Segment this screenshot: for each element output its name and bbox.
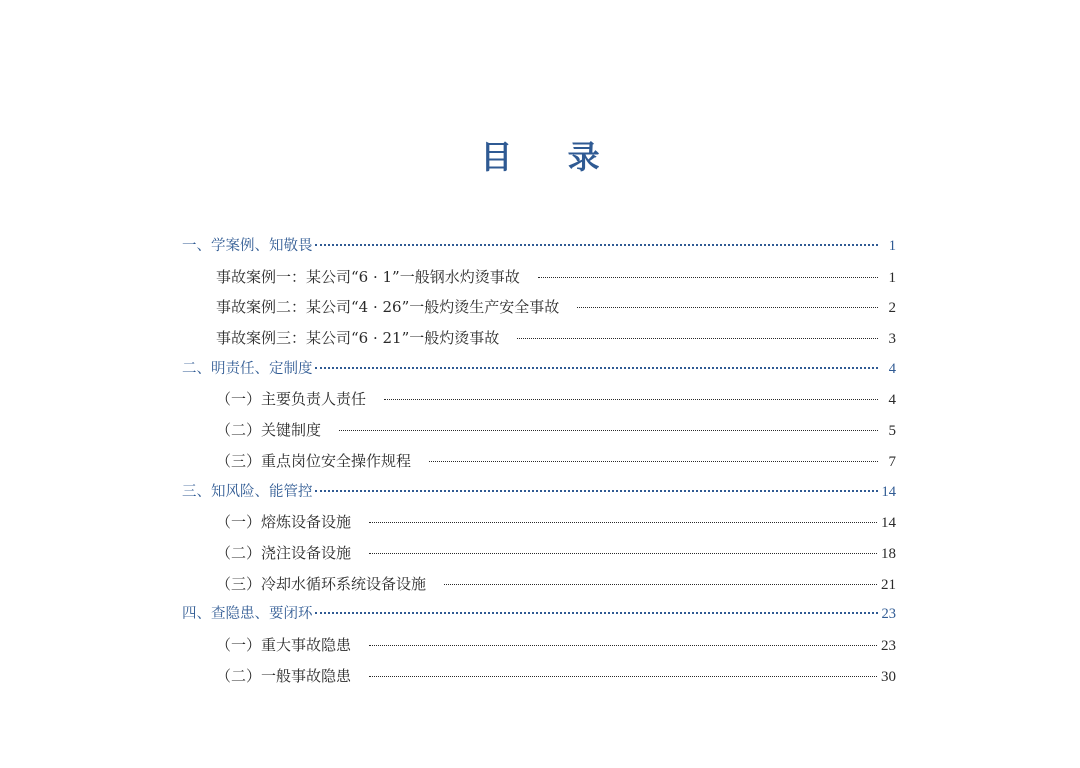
dot-leader xyxy=(315,612,878,614)
toc-entry-label: （二）浇注设备设施 xyxy=(216,543,352,562)
toc-entry-label: 四、查隐患、要闭环 xyxy=(182,606,313,623)
toc-entry-label: 三、知风险、能管控 xyxy=(182,483,313,500)
toc-subsection-3-3[interactable] xyxy=(182,569,896,600)
toc-entry-label: （二）一般事故隐患 xyxy=(216,666,352,685)
dot-leader xyxy=(369,522,877,523)
toc-entry-label: （二）关键制度 xyxy=(216,421,322,440)
dot-leader xyxy=(577,307,878,308)
toc-section-2[interactable] xyxy=(182,354,896,385)
dot-leader xyxy=(339,430,878,431)
toc-page-number: 21 xyxy=(881,576,896,593)
toc-section-4[interactable] xyxy=(182,599,896,630)
toc-page-number: 3 xyxy=(888,331,896,348)
toc-entry-label: 一、学案例、知敬畏 xyxy=(182,238,313,254)
toc-entry-label: （三）重点岗位安全操作规程 xyxy=(216,451,412,470)
dot-leader xyxy=(315,244,879,246)
toc-page-number: 4 xyxy=(888,392,896,409)
toc-page-number: 18 xyxy=(881,545,896,562)
toc-page-number: 7 xyxy=(888,453,896,470)
toc-subsection-2-1[interactable] xyxy=(182,384,896,415)
toc-subsection-4-1[interactable] xyxy=(182,630,896,661)
toc-entry-label: 事故案例一：某公司“6 · 1”一般钢水灼烫事故 xyxy=(216,267,520,286)
toc-subsection-2-2[interactable] xyxy=(182,415,896,446)
dot-leader xyxy=(315,490,878,492)
toc-entry-label: （一）主要负责人责任 xyxy=(216,390,367,409)
dot-leader xyxy=(369,676,877,677)
toc-subsection-3-2[interactable] xyxy=(182,538,896,569)
dot-leader xyxy=(315,367,879,369)
toc-section-1[interactable] xyxy=(182,231,896,262)
toc-page-number: 1 xyxy=(888,269,896,286)
toc-page-number: 5 xyxy=(888,423,896,440)
toc-page-number: 30 xyxy=(881,668,896,685)
toc-entry-label: 事故案例二：某公司“4 · 26”一般灼烫生产安全事故 xyxy=(216,298,560,317)
dot-leader xyxy=(369,645,877,646)
dot-leader xyxy=(538,277,878,278)
table-of-contents xyxy=(182,231,896,691)
dot-leader xyxy=(429,461,878,462)
dot-leader xyxy=(369,553,877,554)
toc-subsection-case-3[interactable] xyxy=(182,323,896,354)
toc-page-number: 23 xyxy=(881,637,896,654)
toc-subsection-3-1[interactable] xyxy=(182,507,896,538)
dot-leader xyxy=(384,399,878,400)
toc-subsection-2-3[interactable] xyxy=(182,446,896,477)
toc-entry-label: 二、明责任、定制度 xyxy=(182,360,313,377)
dot-leader xyxy=(444,584,877,585)
toc-subsection-case-2[interactable] xyxy=(182,292,896,323)
dot-leader xyxy=(517,338,878,339)
toc-entry-label: （一）熔炼设备设施 xyxy=(216,513,352,532)
toc-page-number: 14 xyxy=(881,483,896,500)
toc-page-number: 23 xyxy=(881,606,896,623)
toc-page-number: 4 xyxy=(888,360,896,377)
toc-entry-label: （一）重大事故隐患 xyxy=(216,635,352,654)
toc-subsection-4-2[interactable] xyxy=(182,661,896,692)
toc-page-number: 14 xyxy=(881,515,896,532)
toc-subsection-case-1[interactable] xyxy=(182,262,896,293)
toc-page-number: 1 xyxy=(888,238,896,254)
toc-section-3[interactable] xyxy=(182,477,896,508)
toc-page-number: 2 xyxy=(888,300,896,317)
toc-entry-label: 事故案例三：某公司“6 · 21”一般灼烫事故 xyxy=(216,329,500,348)
page-title: 目 录 xyxy=(480,138,622,176)
toc-entry-label: （三）冷却水循环系统设备设施 xyxy=(216,574,427,593)
